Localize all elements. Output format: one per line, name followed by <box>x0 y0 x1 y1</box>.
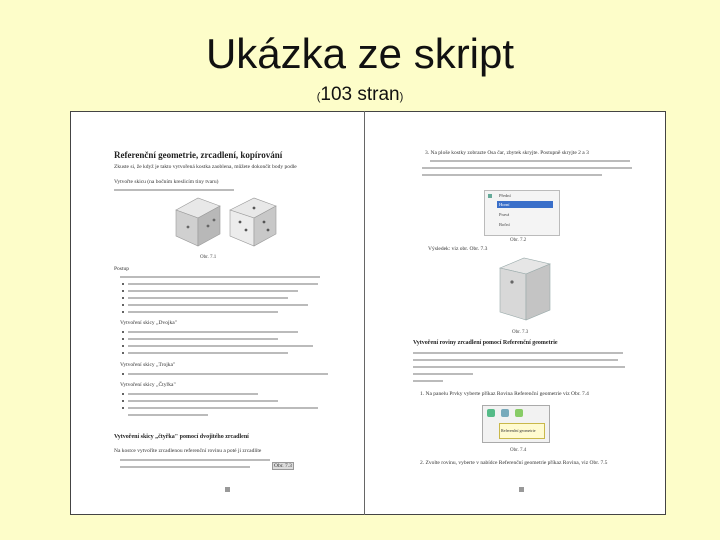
text-line <box>128 331 298 333</box>
text-line <box>413 380 443 382</box>
slide-subtitle <box>0 84 720 106</box>
bullet <box>122 373 124 375</box>
bullet <box>122 290 124 292</box>
text-line <box>413 359 618 361</box>
bullet <box>122 400 124 402</box>
text-line <box>413 366 625 368</box>
dice-right <box>230 198 276 246</box>
text-line <box>128 345 313 347</box>
toolbar-icon <box>487 409 495 417</box>
right-heading2: Vytvoření roviny zrcadlení pomocí Referenční geometrie <box>413 340 558 346</box>
text-line <box>128 407 318 409</box>
text-line <box>413 373 473 375</box>
page-marker-right <box>519 487 524 492</box>
bullet <box>122 407 124 409</box>
text-line <box>114 189 234 191</box>
bullet <box>122 345 124 347</box>
steps-label: Postup <box>114 266 129 272</box>
text-line <box>128 283 318 285</box>
feature-tree-panel <box>484 190 560 236</box>
right-fig2-caption: Obr. 7.2 <box>510 238 527 243</box>
text-line <box>430 160 630 162</box>
bullet <box>122 352 124 354</box>
subtitle-paren-open: ( <box>316 91 321 103</box>
bullet <box>122 311 124 313</box>
text-line <box>128 290 298 292</box>
text-line <box>120 276 320 278</box>
left-intro: Zkuste si, že když je takto vytvořená kostka zaoblena, můžete dokončit body podle <box>114 164 297 170</box>
text-line <box>128 297 288 299</box>
left-fig-caption: Obr. 7.1 <box>200 255 217 260</box>
bullet <box>122 331 124 333</box>
page-marker-left <box>225 487 230 492</box>
text-line <box>120 466 250 468</box>
bullet <box>122 393 124 395</box>
ref-geometry-toolbar <box>482 405 550 443</box>
text-line <box>422 167 632 169</box>
left-subheading: Vytvoření skicy „Dvojka" <box>120 320 177 326</box>
dice-illustration <box>168 192 288 252</box>
right-step1: 1. Na panelu Prvky vyberte příkaz Rovina Referenční geometrie viz Obr. 7.4 <box>420 391 589 397</box>
text-line <box>128 311 278 313</box>
right-fig2-label: Výsledek: viz obr. Obr. 7.3 <box>428 246 488 252</box>
left-section3: Vytvoření skicy „Čtyřka" <box>120 382 176 388</box>
toolbar-icon <box>501 409 509 417</box>
left-bottom-text: Na kostce vytvoříte zrcadlenou referenční rovinu a poté ji zrcadlíte <box>114 448 262 454</box>
text-line <box>128 304 308 306</box>
text-line <box>413 352 623 354</box>
text-line <box>128 393 258 395</box>
tree-item: Pravá <box>499 212 510 217</box>
text-line <box>120 459 270 461</box>
slide-title: Ukázka ze skript <box>205 30 515 77</box>
subtitle-text: 103 stran <box>320 84 400 105</box>
text-line <box>422 174 602 176</box>
left-page-heading: Referenční geometrie, zrcadlení, kopírování <box>114 150 283 160</box>
left-section2: Vytvoření skicy „Trojka" <box>120 362 176 368</box>
left-intro2: Vytvořte skicu (na bočním kreslicím tiny tvaru) <box>114 179 219 185</box>
tree-item: Přední <box>499 193 511 198</box>
popup-label: Referenční geometrie <box>501 428 536 433</box>
text-line <box>128 373 328 375</box>
text-line <box>128 414 208 416</box>
tree-icon <box>488 194 492 198</box>
right-fig3-caption: Obr. 7.3 <box>512 330 529 335</box>
bullet <box>122 304 124 306</box>
left-bottom-ref <box>272 463 294 470</box>
right-fig4-caption: Obr. 7.4 <box>510 448 527 453</box>
page-divider <box>364 111 365 515</box>
text-line <box>128 338 278 340</box>
bullet <box>122 283 124 285</box>
text-line <box>128 400 278 402</box>
left-bottom-ref-box: Obr. 7.3 <box>274 463 292 469</box>
right-step3: 3. Na ploše kostky zobrazte Osa čar, zbytek skryjte. Postupně skryjte 2 a 3 <box>425 150 589 156</box>
tree-item: Boční <box>499 222 510 227</box>
bullet <box>122 297 124 299</box>
right-step2: 2. Zvolte rovinu, vyberte v nabídce Referenční geometrie příkaz Rovina, viz Obr. 7.5 <box>420 460 608 466</box>
text-line <box>128 352 288 354</box>
left-bottom-heading: Vytvoření skicy „čtyřka" pomocí dvojitého zrcadlení <box>114 434 249 440</box>
dice-left <box>176 198 220 246</box>
toolbar-icon <box>515 409 523 417</box>
bullet <box>122 338 124 340</box>
cube-illustration <box>490 254 570 326</box>
subtitle-paren-close: ) <box>399 91 404 103</box>
tree-item: Horní <box>499 202 510 207</box>
